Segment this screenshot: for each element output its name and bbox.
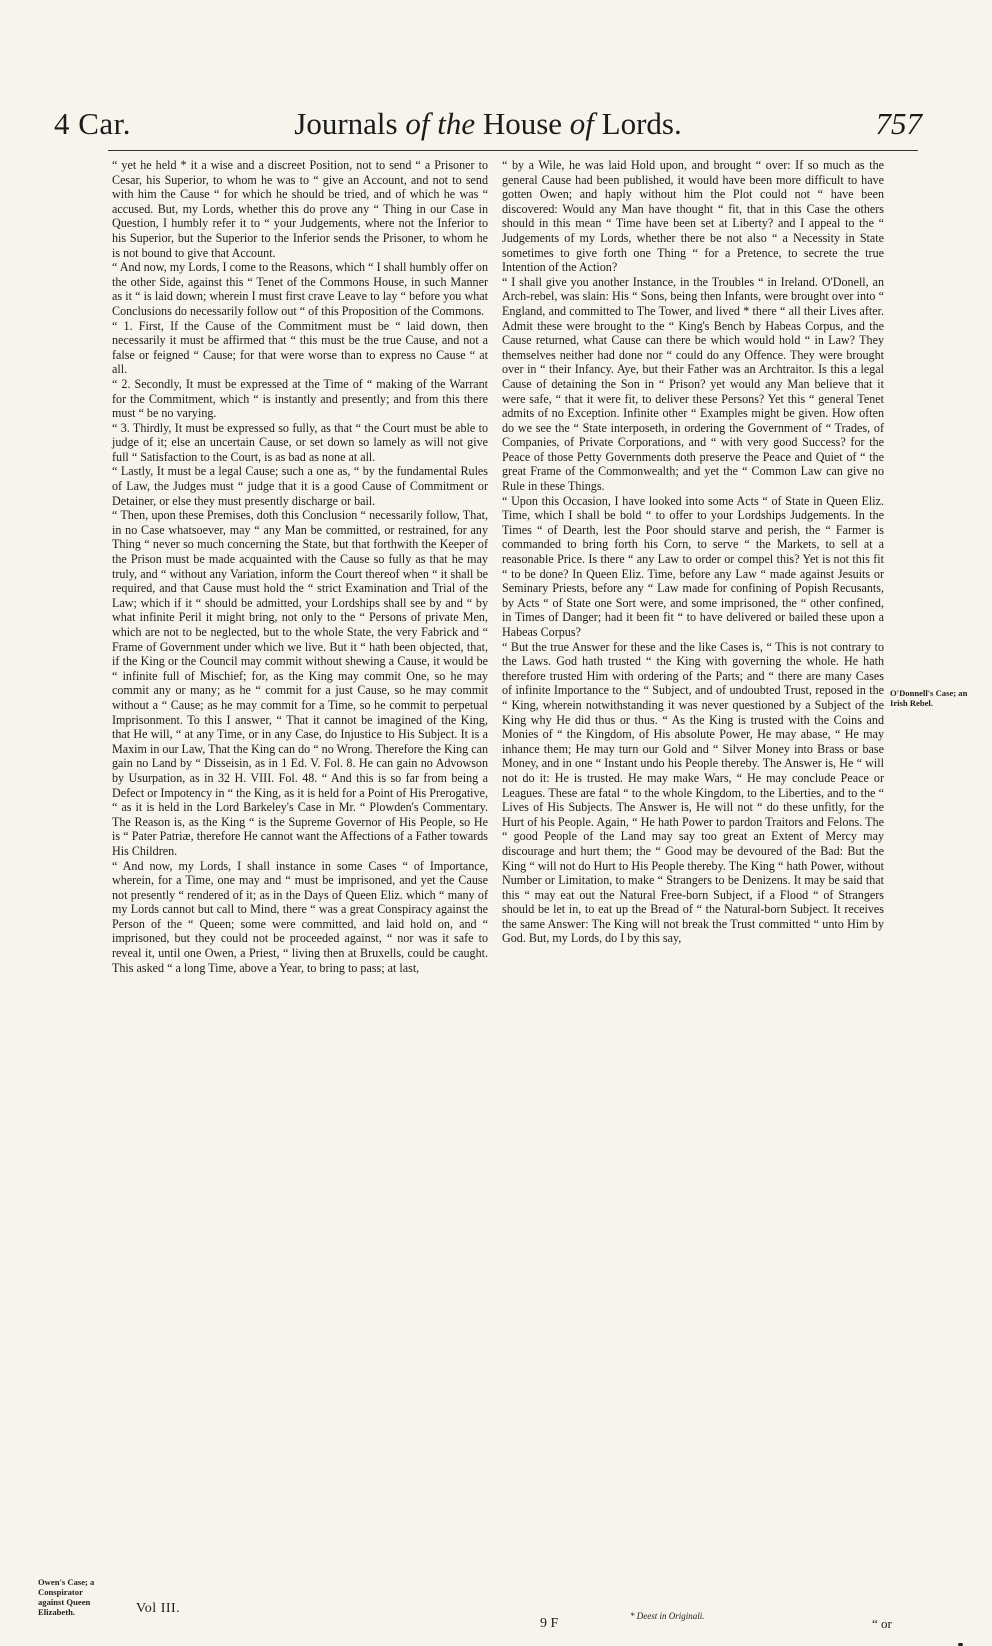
paragraph: “ 2. Secondly, It must be expressed at the Time of “ making of the Warrant for the Commitment, which “ is instantly and presently; and from this there must “ be no varying.	[112, 376, 488, 421]
paragraph: “ And now, my Lords, I shall instance in some Cases “ of Importance, wherein, for a Time, one may and “ must be imprisoned, and yet the Cause not presently “ rendered of it; as in the Days of Queen Eliz. which “ many of my Lords cannot but call to Mind, there “ was a great Conspiracy against the Person of the “ Queen; some were committed, and laid hold on, and “ imprisoned, but they could not be proceeded against, “ nor was it safe to reveal it, until one Owen, a Priest, “ living then at Bruxells, could be caught. This asked “ a long Time, above a Year, to bring to pass; at last,	[112, 858, 488, 975]
paragraph: “ But the true Answer for these and the like Cases is, “ This is not contrary to the Laws. God hath trusted “ the King with governing the whole. He hath therefore trusted Him with ordering of the Parts; and “ there are many Cases of infinite Importance to the “ Subject, and of undoubted Trust, reposed in the “ King, wherein notwithstanding it was never questioned by a Subject of the King why He did thus or thus. “ As the King is trusted with the Coins and Monies of “ the Kingdom, of His absolute Power, He may abase, “ He may inhance them; He may turn our Gold and “ Silver Money into Brass or base Money, and in one “ Instant undo his People thereby. The Answer is, He “ will not do it: He is trusted. He may make Wars, “ He may conclude Peace or Leagues. These are fatal “ to the whole Kingdom, to the Liberties, and to the “ Lives of His Subjects. The Answer is, He will not “ do these unfitly, for the Hurt of his People. Again, “ He hath Power to pardon Traitors and Felons. The “ good People of the Land may say too great an Extent of Mercy may discourage and hurt them; the “ Good may be devoured of the Bad: But the King “ will not do Hurt to His People thereby. The King “ hath Power, without Number or Limitation, to make “ Strangers to be Denizens. It may be said that this “ may eat out the Natural Free-born Subject, if a Flood “ of Strangers should be let in, to eat up the Bread of “ the Natural-born Subject. It receives the same Answer: The King will not break the Trust committed “ unto Him by God. But, my Lords, do I by this say,	[502, 639, 884, 946]
paragraph: “ 1. First, If the Cause of the Commitment must be “ laid down, then necessarily it must be affirmed that “ this must be the true Cause, and not a false or feigned “ Cause; for that were worse than to express no Cause “ at all.	[112, 318, 488, 377]
paragraph: “ Then, upon these Premises, doth this Conclusion “ necessarily follow, That, in no Case whatsoever, may “ any Man be committed, or restrained, for any Thing “ never so much concerning the State, but that forthwith the Keeper of the Prison must be made acquainted with the Cause so fully as that he may truly, and “ without any Variation, inform the Court thereof when “ it shall be required, and that Cause must hold the “ strict Examination and Trial of the Law; which if it “ should be admitted, your Lordships shall see by and “ by what infinite Peril it might bring, not only to the “ Persons of private Men, which are not to be neglected, but to the whole State, the very Fabrick and “ Frame of Government under which we live. But it “ hath been objected, that, if the King or the Council may commit without shewing a Cause, it would be “ infinite full of Mischief; for, as the King may commit One, so he may commit any or many; as he “ commit for a just Cause, so he may commit without a “ Cause; as he may commit for a Time, so he commit to perpetual Imprisonment. To this I answer, “ That it cannot be imagined of the King, that He will, “ at any Time, or in any Case, do Injustice to His Subject. It is a Maxim in our Law, That the King can do “ no Wrong. Therefore the King can gain no Land by “ Disseisin, as in 1 Ed. V. Fol. 8. He can gain no Advowson by Usurpation, as in 32 H. VIII. Fol. 48. “ And this is so far from being a Defect or Impotency in “ the King, as it is held for a Point of His Prerogative, “ as it is held in the Lord Barkeley's Case in Mr. “ Plowden's Commentary. The Reason is, as the King “ is the Supreme Governor of His People, so He is “ Pater Patriæ, therefore He cannot want the Affections of a Father towards His Children.	[112, 508, 488, 858]
footnote: * Deest in Originali.	[630, 1611, 705, 1621]
margin-note-owen: Owen's Case; a Conspirator against Queen Elizabeth.	[38, 1577, 95, 1617]
journal-title	[54, 106, 922, 142]
header-rule	[108, 150, 918, 151]
page-number: 757	[875, 106, 922, 141]
paragraph: “ Upon this Occasion, I have looked into some Acts “ of State in Queen Eliz. Time, which I shall be bold “ to offer to your Lordships Judgements. In the Times “ of Dearth, lest the Poor should starve and perish, the “ Farmer is commanded to bring forth his Corn, to serve “ the Markets, to sell at a reasonable Price. Is there “ any Law to order or compel this? Yet is not this fit “ to be done? In Queen Eliz. Time, before any Law “ made against Jesuits or Seminary Priests, before any “ Law made for confining of Popish Recusants, by Acts “ of State one Sort were, and some imprisoned, the “ other confined, in Times of Danger; had it been fit “ to have delivered or bailed these upon a Habeas Corpus?	[502, 493, 884, 639]
signature-mark: 9 F	[540, 1616, 559, 1631]
paragraph: “ 3. Thirdly, It must be expressed so fully, as that “ the Court must be able to judge of it; else an uncertain Cause, or set down so lamely as will not give full “ Satisfaction to the Court, is as bad as none at all.	[112, 420, 488, 464]
title-word: House	[482, 106, 563, 141]
paragraph: “ Lastly, It must be a legal Cause; such a one as, “ by the fundamental Rules of Law, the Judges must “ judge that it is a good Cause of Commitment or Detainer, or else they must presently discharge or bail.	[112, 464, 488, 508]
running-header	[54, 106, 922, 146]
catchword: “ or	[872, 1616, 892, 1631]
right-column	[502, 158, 884, 946]
regnal-year: 4 Car.	[54, 106, 132, 141]
title-word: of	[569, 106, 594, 141]
left-column	[112, 158, 488, 975]
paragraph: “ And now, my Lords, I come to the Reasons, which “ I shall humbly offer on the other Side, against this “ Tenet of the Commons House, in such Manner as it “ is laid down; wherein I must first crave Leave to lay “ before you what Conclusions do necessarily follow out “ of this Proposition of the Commons.	[112, 260, 488, 318]
title-word: Lords.	[601, 106, 682, 141]
paragraph: “ yet he held * it a wise and a discreet Position, not to send “ a Prisoner to Cesar, his Superior, to whom he was to “ give an Account, and not to send with him the Cause “ for which he should be tried, and of which he was “ accused. But, my Lords, whether this do prove any “ Thing in our Case in Question, I humbly refer it to “ your Judgements, where not the Inferior to his Superior, but the Superior to the Inferior sends the Prisoner, to whom he is not bound to give that Account.	[112, 158, 488, 260]
volume-number: Vol III.	[136, 1601, 181, 1616]
paragraph: “ by a Wile, he was laid Hold upon, and brought “ over: If so much as the general Cause had been published, it would have been more difficult to have gotten Owen; and haply without him the Plot could not “ have been discovered: Would any Man have thought “ fit, that in this Case the others should in this mean “ Time have been set at Liberty? and I appeal to the “ Judgements of my Lords, whether there be not also “ a Necessity in State sometimes to give forth one Thing “ for a Pretence, to secrete the true Intention of the Action?	[502, 158, 884, 275]
title-word: the	[437, 106, 476, 141]
paragraph: “ I shall give you another Instance, in the Troubles “ in Ireland. O'Donell, an Arch-rebel, was slain: His “ Sons, being then Infants, were brought over into “ England, and committed to The Tower, and lived * there “ all their Lives after. Admit these were brought to the “ King's Bench by Habeas Corpus, and the Cause returned, what Cause can there be which would hold “ in Law? They themselves neither had done nor “ could do any Offence. They were brought over in “ their Infancy. Aye, but their Father was an Archtraitor. Is this a legal Cause of detaining the Son in “ Prison? yet would any Man believe that it were safe, “ that it were fit, to deliver these Persons? Yet this “ general Tenet admits of no Exception. Infinite other “ Examples might be given. How often do we see the “ State interposeth, in ordering the Government of “ Trades, of Companies, of Private Corporations, and “ with very good Success? for the Peace of those Petty Governments doth preserve the Peace and Quiet of “ the great Frame of the Commonwealth; and yet the “ Common Law can give no Rule in these Things.	[502, 274, 884, 494]
margin-note-odonnell: O'Donnell's Case; an Irish Rebel.	[890, 688, 968, 708]
title-word: Journals	[294, 106, 398, 141]
title-word: of	[405, 106, 430, 141]
